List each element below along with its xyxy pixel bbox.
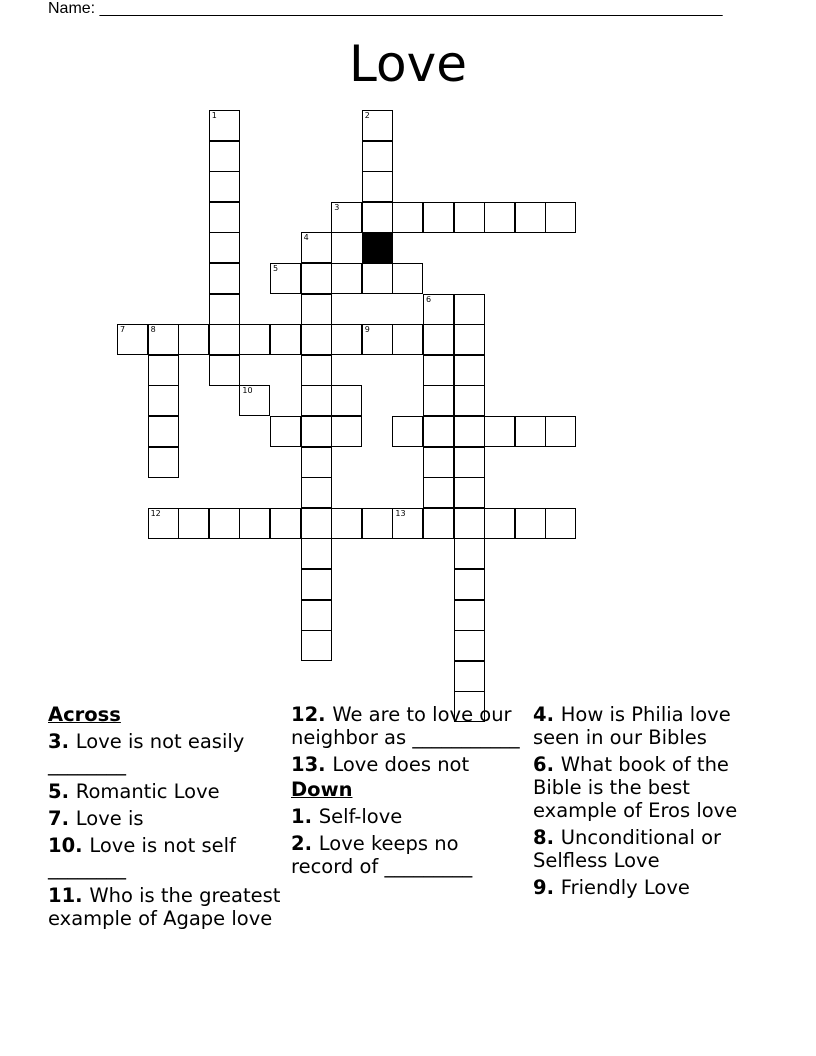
clue-item bbox=[533, 826, 768, 872]
grid-cell[interactable] bbox=[209, 171, 240, 202]
grid-cell[interactable] bbox=[270, 508, 301, 539]
grid-cell[interactable] bbox=[454, 324, 485, 355]
grid-cell[interactable] bbox=[515, 508, 546, 539]
grid-cell[interactable] bbox=[423, 477, 454, 508]
puzzle-title: Love bbox=[349, 35, 467, 93]
grid-cell[interactable] bbox=[301, 324, 332, 355]
name-label: Name: bbox=[48, 0, 96, 17]
clue-item bbox=[533, 703, 768, 749]
grid-cell[interactable] bbox=[209, 294, 240, 325]
clue-num: 5. bbox=[48, 780, 76, 803]
clue-num: 10. bbox=[48, 834, 90, 857]
grid-cell[interactable] bbox=[423, 355, 454, 386]
clues-column-2 bbox=[291, 703, 526, 878]
grid-cell[interactable] bbox=[239, 324, 270, 355]
grid-cell[interactable] bbox=[362, 171, 393, 202]
grid-cell[interactable] bbox=[362, 324, 393, 355]
clue-number: 13 bbox=[395, 508, 406, 518]
clue-item bbox=[533, 876, 768, 899]
clue-text: Romantic Love bbox=[75, 780, 220, 803]
grid-cell[interactable] bbox=[423, 324, 454, 355]
clue-text: Unconditional or Selfless Love bbox=[533, 826, 722, 872]
grid-cell[interactable] bbox=[239, 508, 270, 539]
clue-text: Love is not self ________ bbox=[48, 834, 236, 880]
grid-cell[interactable] bbox=[117, 324, 148, 355]
across-heading: Across bbox=[48, 703, 121, 726]
grid-cell[interactable] bbox=[270, 324, 301, 355]
clue-text: Self-love bbox=[318, 805, 403, 828]
name-blank: ______________________________________________________________________ bbox=[99, 0, 723, 17]
clue-item bbox=[48, 780, 283, 803]
grid-cell[interactable] bbox=[454, 447, 485, 478]
grid-cell[interactable] bbox=[301, 416, 332, 447]
grid-cell[interactable] bbox=[454, 538, 485, 569]
grid-cell[interactable] bbox=[362, 202, 393, 233]
grid-cell[interactable] bbox=[270, 263, 301, 294]
grid-cell[interactable] bbox=[484, 202, 515, 233]
grid-cell[interactable] bbox=[362, 263, 393, 294]
clue-item bbox=[48, 807, 283, 830]
grid-cell[interactable] bbox=[209, 355, 240, 386]
grid-cell[interactable] bbox=[454, 416, 485, 447]
grid-cell[interactable] bbox=[209, 141, 240, 172]
grid-cell[interactable] bbox=[270, 416, 301, 447]
grid-cell[interactable] bbox=[454, 661, 485, 692]
grid-cell[interactable] bbox=[331, 385, 362, 416]
grid-cell[interactable] bbox=[148, 508, 179, 539]
clue-number: 5 bbox=[273, 264, 279, 273]
clue-text: Love is bbox=[75, 807, 144, 830]
grid-cell[interactable] bbox=[331, 416, 362, 447]
grid-cell[interactable] bbox=[454, 600, 485, 631]
grid-cell[interactable] bbox=[515, 202, 546, 233]
grid-cell[interactable] bbox=[423, 508, 454, 539]
clue-number: 1 bbox=[211, 111, 217, 120]
grid-cell[interactable] bbox=[331, 324, 362, 355]
grid-cell[interactable] bbox=[423, 202, 454, 233]
grid-cell[interactable] bbox=[178, 324, 209, 355]
grid-cell[interactable] bbox=[209, 232, 240, 263]
grid-cell[interactable] bbox=[331, 263, 362, 294]
grid-cell[interactable] bbox=[515, 416, 546, 447]
grid-cell[interactable] bbox=[209, 263, 240, 294]
grid-cell[interactable] bbox=[392, 324, 423, 355]
clue-number: 3 bbox=[334, 202, 340, 212]
grid-cell[interactable] bbox=[178, 508, 209, 539]
grid-cell[interactable] bbox=[392, 508, 423, 539]
grid-cell[interactable] bbox=[362, 110, 393, 141]
clue-item bbox=[533, 753, 768, 822]
clue-text: We are to love our neighbor as ___________ bbox=[291, 703, 520, 749]
clue-item bbox=[291, 753, 526, 776]
grid-cell[interactable] bbox=[301, 447, 332, 478]
clue-text: How is Philia love seen in our Bibles bbox=[533, 703, 731, 749]
clue-text: What book of the Bible is the best example of Eros love bbox=[533, 753, 738, 822]
grid-cell[interactable] bbox=[484, 416, 515, 447]
clue-num: 13. bbox=[291, 753, 333, 776]
clue-number: 2 bbox=[364, 111, 370, 120]
clue-item bbox=[48, 834, 283, 880]
clue-num: 7. bbox=[48, 807, 76, 830]
grid-cell[interactable] bbox=[454, 569, 485, 600]
clue-num: 3. bbox=[48, 730, 76, 753]
grid-cell[interactable] bbox=[148, 447, 179, 478]
grid-cell[interactable] bbox=[423, 385, 454, 416]
grid-cell[interactable] bbox=[331, 202, 362, 233]
clue-number: 8 bbox=[150, 325, 156, 335]
grid-cell[interactable] bbox=[423, 416, 454, 447]
clue-number: 9 bbox=[364, 325, 370, 335]
grid-cell[interactable] bbox=[484, 508, 515, 539]
clue-num: 1. bbox=[291, 805, 319, 828]
grid-cell[interactable] bbox=[423, 294, 454, 325]
clue-num: 11. bbox=[48, 884, 90, 907]
clue-number: 6 bbox=[426, 294, 432, 304]
down-heading: Down bbox=[291, 778, 353, 801]
clue-number: 10 bbox=[242, 386, 253, 396]
grid-cell[interactable] bbox=[209, 110, 240, 141]
grid-cell[interactable] bbox=[301, 600, 332, 631]
clue-text: Friendly Love bbox=[560, 876, 690, 899]
grid-cell[interactable] bbox=[148, 355, 179, 386]
grid-cell[interactable] bbox=[301, 263, 332, 294]
clue-item bbox=[48, 884, 283, 930]
clue-num: 6. bbox=[533, 753, 561, 776]
grid-cell[interactable] bbox=[301, 569, 332, 600]
grid-cell[interactable] bbox=[392, 416, 423, 447]
grid-cell[interactable] bbox=[362, 508, 393, 539]
clue-text: Love keeps no record of _________ bbox=[291, 832, 473, 878]
clue-text: Love is not easily ________ bbox=[48, 730, 245, 776]
grid-cell[interactable] bbox=[545, 508, 576, 539]
grid-cell[interactable] bbox=[301, 232, 332, 263]
grid-cell[interactable] bbox=[454, 508, 485, 539]
grid-cell[interactable] bbox=[454, 477, 485, 508]
clue-number: 12 bbox=[150, 508, 161, 518]
grid-cell[interactable] bbox=[301, 538, 332, 569]
grid-cell[interactable] bbox=[331, 508, 362, 539]
grid-cell[interactable] bbox=[392, 263, 423, 294]
clue-text: Love does not bbox=[332, 753, 470, 776]
grid-cell[interactable] bbox=[454, 630, 485, 661]
clue-item bbox=[291, 832, 526, 878]
clue-number: 7 bbox=[120, 325, 126, 335]
grid-cell[interactable] bbox=[148, 324, 179, 355]
clues-column-1 bbox=[48, 703, 283, 930]
clue-num: 8. bbox=[533, 826, 561, 849]
grid-cell[interactable] bbox=[545, 416, 576, 447]
grid-cell[interactable] bbox=[301, 294, 332, 325]
grid-cell[interactable] bbox=[239, 385, 270, 416]
grid-cell[interactable] bbox=[301, 630, 332, 661]
grid-cell[interactable] bbox=[301, 355, 332, 386]
grid-cell[interactable] bbox=[454, 294, 485, 325]
grid-block-cell bbox=[362, 232, 393, 263]
grid-cell[interactable] bbox=[545, 202, 576, 233]
clue-num: 12. bbox=[291, 703, 333, 726]
clue-item bbox=[291, 805, 526, 828]
clue-num: 4. bbox=[533, 703, 561, 726]
clue-number: 4 bbox=[303, 233, 309, 243]
clue-num: 9. bbox=[533, 876, 561, 899]
grid-cell[interactable] bbox=[301, 477, 332, 508]
clue-text: Who is the greatest example of Agape love bbox=[48, 884, 281, 930]
clue-item bbox=[48, 730, 283, 776]
grid-cell[interactable] bbox=[301, 385, 332, 416]
grid-cell[interactable] bbox=[148, 416, 179, 447]
grid-cell[interactable] bbox=[209, 202, 240, 233]
clues-column-3 bbox=[533, 703, 768, 899]
grid-cell[interactable] bbox=[209, 508, 240, 539]
grid-cell[interactable] bbox=[454, 385, 485, 416]
grid-cell[interactable] bbox=[148, 385, 179, 416]
grid-cell[interactable] bbox=[301, 508, 332, 539]
clue-num: 2. bbox=[291, 832, 319, 855]
grid-cell[interactable] bbox=[209, 324, 240, 355]
clue-item bbox=[291, 703, 526, 749]
grid-cell[interactable] bbox=[454, 202, 485, 233]
grid-cell[interactable] bbox=[423, 447, 454, 478]
grid-cell[interactable] bbox=[362, 141, 393, 172]
grid-cell[interactable] bbox=[392, 202, 423, 233]
grid-cell[interactable] bbox=[454, 355, 485, 386]
